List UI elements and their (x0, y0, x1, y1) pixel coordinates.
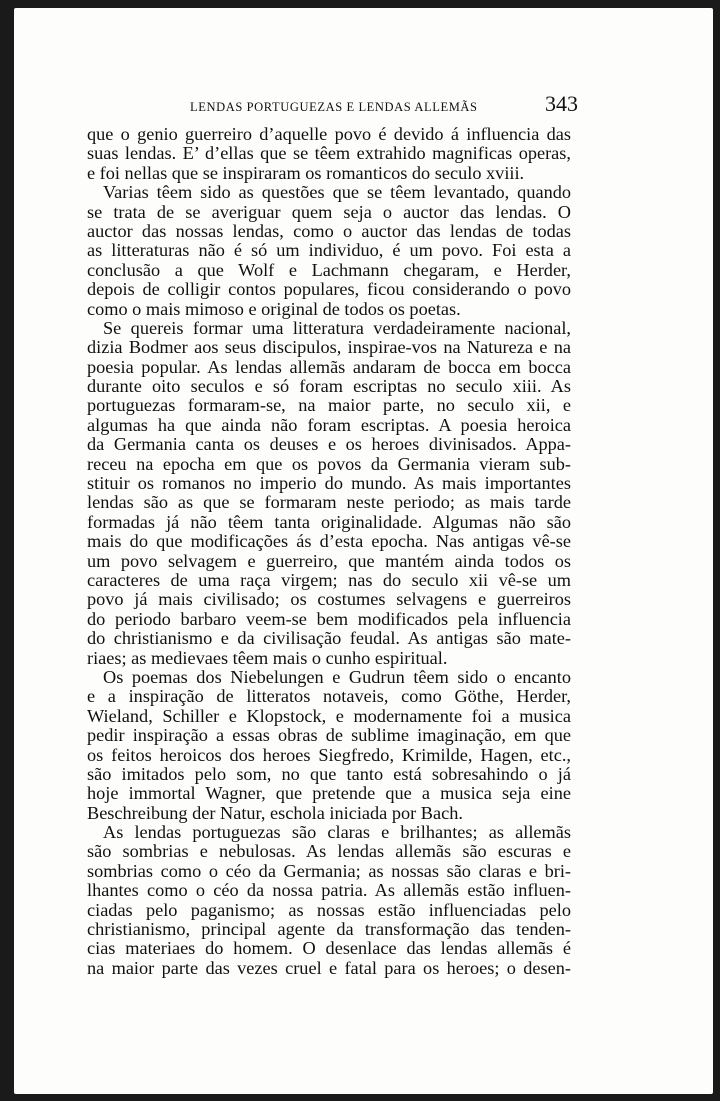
text-line: Os poemas dos Niebelungen e Gudrun têem sido o encanto (103, 666, 571, 687)
text-line: um povo selvagem e guerreiro, que mantém ainda todos os (87, 550, 571, 571)
text-line: da Germania canta os deuses e os heroes divinisados. Appa- (87, 434, 571, 455)
text-line: auctor das nossas lendas, como o auctor das lendas de todas (87, 220, 571, 241)
text-line: mais do que modificações ás d’esta epocha. Nas antigas vê-se (87, 531, 571, 552)
text-line: receu na epocha em que os povos da Germania vieram sub- (87, 453, 571, 474)
text-line: portuguezas formaram-se, na maior parte, no seculo xii, e (87, 395, 571, 416)
text-line: são sombrias e nebulosas. As lendas allemãs são escuras e (87, 841, 571, 862)
text-line: como o mais mimoso e original de todos os poetas. (87, 298, 461, 319)
text-line: formadas já não têem tanta originalidade. Algumas não são (87, 511, 571, 532)
text-line: Varias têem sido as questões que se têem levantado, quando (103, 182, 571, 203)
text-line: que o genio guerreiro d’aquelle povo é devido á influencia das (87, 124, 571, 144)
text-line: conclusão a que Wolf e Lachmann chegaram, e Herder, (87, 259, 571, 280)
text-line: na maior parte das vezes cruel e fatal para os heroes; o desen- (87, 957, 571, 978)
running-title: LENDAS PORTUGUEZAS E LENDAS ALLEMÃS (190, 100, 478, 114)
text-line: são imitados pelo som, no que tanto está sobresahindo o já (87, 763, 571, 784)
text-line: As lendas portuguezas são claras e brilhantes; as allemãs (103, 822, 571, 843)
text-line: pedir inspiração a essas obras de sublime imaginação, em que (87, 725, 571, 746)
page-number: 343 (545, 91, 578, 116)
text-line: se trata de se averiguar quem seja o auctor das lendas. O (87, 201, 571, 222)
text-line: lhantes como o céo da nossa patria. As allemãs estão influen- (87, 880, 571, 901)
book-page (14, 8, 713, 1094)
text-line: stituir os romanos no imperio do mundo. As mais importantes (87, 473, 571, 494)
text-line: Beschreibung der Natur, eschola iniciada por Bach. (87, 802, 463, 823)
text-line: suas lendas. E’ d’ellas que se têem extrahido magnificas operas, (87, 143, 571, 164)
text-line: lendas são as que se formaram neste periodo; as mais tarde (87, 492, 571, 513)
text-line: cias materiaes do homem. O desenlace das lendas allemãs é (87, 938, 571, 959)
text-line: christianismo, principal agente da transformação das tenden- (87, 919, 571, 940)
text-line: as litteraturas não é só um individuo, é um povo. Foi esta a (87, 240, 571, 261)
text-line: povo já mais civilisado; os costumes selvagens e guerreiros (87, 589, 571, 610)
text-line: riaes; as medievaes têem mais o cunho espiritual. (87, 647, 448, 668)
running-head (102, 88, 582, 118)
text-line: Se quereis formar uma litteratura verdadeiramente nacional, (103, 317, 571, 338)
text-line: hoje immortal Wagner, que pretende que a musica seja eine (87, 783, 571, 804)
text-line: ciadas pelo paganismo; as nossas estão influenciadas pelo (87, 899, 571, 920)
body-text (87, 125, 571, 978)
text-line: Wieland, Schiller e Klopstock, e modernamente foi a musica (87, 705, 571, 726)
text-line: depois de colligir contos populares, ficou considerando o povo (87, 279, 571, 300)
text-line: dizia Bodmer aos seus discipulos, inspirae-vos na Natureza e na (87, 337, 571, 358)
text-line: poesia popular. As lendas allemãs andaram de bocca em bocca (87, 356, 571, 377)
text-line: e foi nellas que se inspiraram os romanticos do seculo xviii. (87, 162, 525, 183)
text-line: caracteres de uma raça virgem; nas do seculo xii vê-se um (87, 569, 571, 590)
text-line: do periodo barbaro veem-se bem modificados pela influencia (87, 608, 571, 629)
text-line: algumas ha que ainda não foram escriptas. A poesia heroica (87, 414, 571, 435)
text-line: do christianismo e da civilisação feudal. As antigas são mate- (87, 628, 571, 649)
text-line: os feitos heroicos dos heroes Siegfredo, Krimilde, Hagen, etc., (87, 744, 571, 765)
text-line: sombrias como o céo da Germania; as nossas são claras e bri- (87, 860, 571, 881)
text-line: durante oito seculos e só foram escriptas no seculo xiii. As (87, 376, 571, 397)
text-line: e a inspiração de litteratos notaveis, como Göthe, Herder, (87, 686, 571, 707)
